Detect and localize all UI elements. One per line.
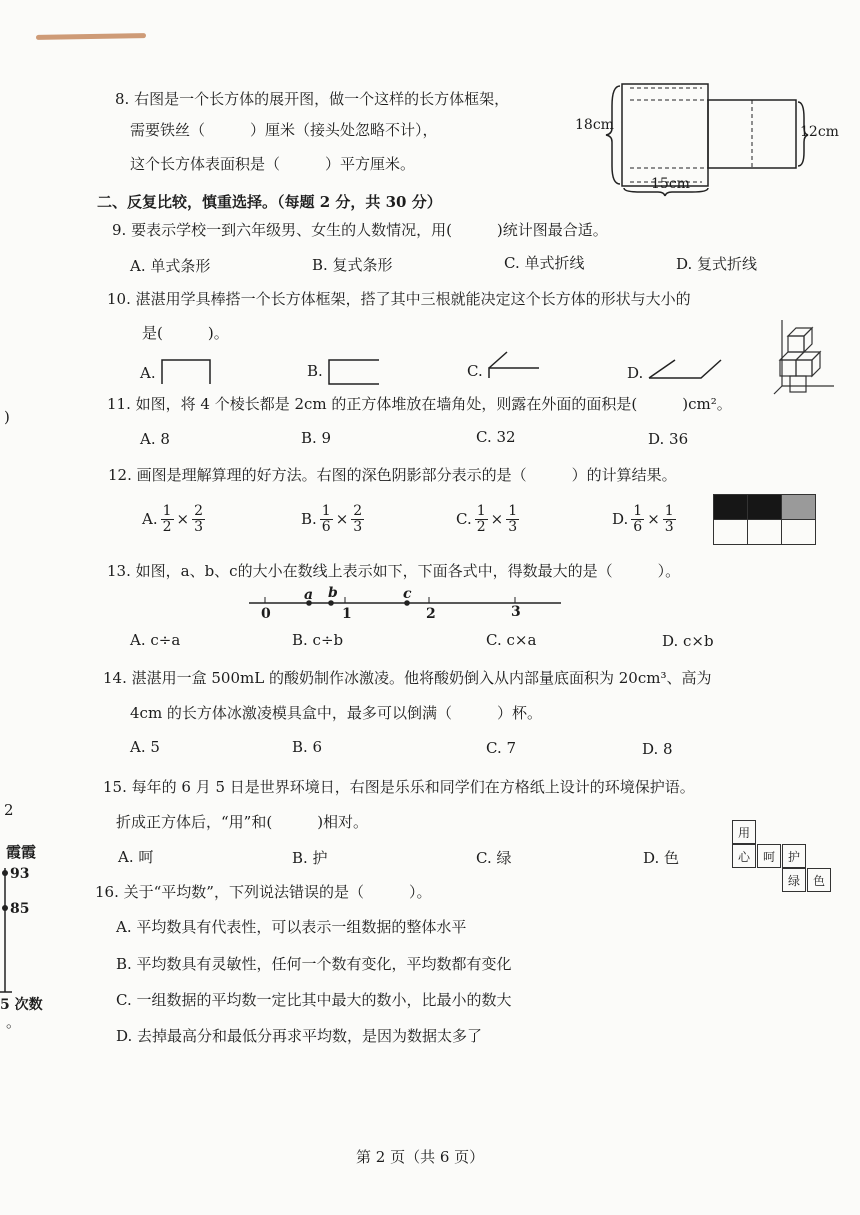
margin-value-93: 93 [10, 866, 30, 882]
q13-option-b[interactable]: B. c÷b [292, 631, 344, 649]
frac-den: 3 [664, 518, 674, 535]
q11-option-c[interactable]: C. 32 [476, 428, 516, 446]
q14-option-d[interactable]: D. 8 [642, 740, 673, 758]
q13-point-b: b [328, 585, 338, 601]
times-sign: × [176, 509, 190, 528]
frac-num: 1 [162, 503, 172, 519]
frac-den: 3 [508, 518, 518, 535]
frac-num: 2 [353, 503, 363, 519]
q16-option-c[interactable]: C. 一组数据的平均数一定比其中最大的数小，比最小的数大 [116, 991, 512, 1009]
q14-stem-line2: 4cm 的长方体冰激凌模具盒中，最多可以倒满（ ）杯。 [130, 704, 542, 722]
frac-num: 1 [508, 503, 518, 519]
q12-option-c-label: C. [456, 509, 472, 528]
times-sign: × [490, 509, 504, 528]
frac-num: 1 [664, 503, 674, 519]
q13-option-d[interactable]: D. c×b [662, 632, 714, 650]
margin-paren: ) [4, 408, 10, 426]
net-cell: 心 [732, 844, 756, 868]
q12-option-a-label: A. [142, 509, 158, 528]
q13-tick-0: 0 [261, 606, 271, 622]
frac-den: 2 [162, 518, 172, 535]
q9-option-c[interactable]: C. 单式折线 [504, 254, 585, 272]
q10-option-a-figure[interactable] [158, 356, 218, 390]
q10-label-c[interactable]: C. [467, 362, 483, 380]
q9-option-a[interactable]: A. 单式条形 [130, 257, 211, 275]
q13-stem: 13. 如图，a、b、c的大小在数线上表示如下，下面各式中，得数最大的是（ ）。 [107, 562, 681, 580]
q8-fig-label-left: 18cm [575, 117, 614, 133]
q8-line2: 需要铁丝（ ）厘米（接头处忽略不计）， [130, 121, 438, 139]
q16-option-a[interactable]: A. 平均数具有代表性，可以表示一组数据的整体水平 [116, 918, 467, 936]
q15-stem-line2: 折成正方体后，“用”和( )相对。 [116, 813, 369, 831]
q14-option-b[interactable]: B. 6 [292, 738, 323, 756]
margin-value-85: 85 [10, 901, 30, 917]
q10-option-d-figure[interactable] [645, 354, 725, 386]
q13-option-c[interactable]: C. c×a [486, 631, 537, 649]
q15-option-c[interactable]: C. 绿 [476, 849, 512, 867]
q9-option-d[interactable]: D. 复式折线 [676, 255, 758, 273]
q13-tick-1: 1 [342, 606, 352, 622]
q12-option-a[interactable] [142, 504, 206, 534]
net-cell: 护 [782, 844, 806, 868]
q12-option-d-label: D. [612, 509, 629, 528]
q12-stem: 12. 画图是理解算理的好方法。右图的深色阴影部分表示的是（ ）的计算结果。 [108, 466, 677, 484]
q14-stem-line1: 14. 湛湛用一盒 500mL 的酸奶制作冰激凌。他将酸奶倒入从内部量底面积为 20cm³、高为 [103, 669, 712, 687]
frac-den: 3 [194, 518, 204, 535]
q8-line1: 8. 右图是一个长方体的展开图，做一个这样的长方体框架， [115, 90, 510, 108]
q14-option-c[interactable]: C. 7 [486, 739, 517, 757]
q10-label-a[interactable]: A. [140, 364, 156, 382]
net-cell: 用 [732, 820, 756, 844]
q11-option-b[interactable]: B. 9 [301, 429, 332, 447]
frac-num: 1 [476, 503, 486, 519]
q10-stem-line2: 是( )。 [142, 324, 229, 342]
page-footer: 第 2 页（共 6 页） [356, 1148, 485, 1166]
q16-stem: 16. 关于“平均数”，下列说法错误的是（ ）。 [95, 883, 432, 901]
net-cell: 色 [807, 868, 831, 892]
q13-tick-3: 3 [511, 604, 521, 620]
q15-option-d[interactable]: D. 色 [643, 849, 680, 867]
q8-line3: 这个长方体表面积是（ ）平方厘米。 [130, 155, 416, 173]
q13-point-c: c [403, 586, 412, 602]
q12-option-d[interactable] [612, 504, 677, 534]
q10-stem-line1: 10. 湛湛用学具棒搭一个长方体框架，搭了其中三根就能决定这个长方体的形状与大小的 [107, 290, 691, 308]
q15-stem-line1: 15. 每年的 6 月 5 日是世界环境日，右图是乐乐和同学们在方格纸上设计的环境保护语。 [103, 778, 695, 796]
times-sign: × [335, 509, 349, 528]
q10-label-d[interactable]: D. [627, 364, 644, 382]
q13-option-a[interactable]: A. c÷a [130, 631, 181, 649]
frac-den: 6 [633, 518, 643, 535]
frac-den: 6 [321, 518, 331, 535]
q12-option-b-label: B. [301, 509, 317, 528]
section2-title: 二、反复比较，慎重选择。（每题 2 分，共 30 分） [97, 193, 442, 211]
q15-option-a[interactable]: A. 呵 [118, 848, 154, 866]
frac-num: 2 [194, 503, 204, 519]
frac-den: 3 [353, 518, 363, 535]
q16-option-b[interactable]: B. 平均数具有灵敏性，任何一个数有变化，平均数都有变化 [116, 955, 512, 973]
net-cell: 绿 [782, 868, 806, 892]
frac-den: 2 [476, 518, 486, 535]
margin-dot: 。 [6, 1013, 22, 1031]
q13-point-a: a [304, 587, 314, 603]
margin-xlabel: 5 次数 [0, 997, 43, 1013]
q10-option-c-figure[interactable] [485, 346, 545, 386]
q12-option-b[interactable] [301, 504, 365, 534]
q8-fig-label-bottom: 15cm [651, 176, 690, 192]
q16-option-d[interactable]: D. 去掉最高分和最低分再求平均数，是因为数据太多了 [116, 1027, 483, 1045]
q10-label-b[interactable]: B. [307, 362, 323, 380]
q11-option-a[interactable]: A. 8 [140, 430, 170, 448]
q11-cubes-figure [768, 316, 838, 400]
q9-stem: 9. 要表示学校一到六年级男、女生的人数情况，用( )统计图最合适。 [112, 221, 608, 239]
q14-option-a[interactable]: A. 5 [130, 738, 160, 756]
q15-option-b[interactable]: B. 护 [292, 849, 328, 867]
top-smear [36, 33, 146, 40]
margin-mark: 2 [4, 801, 14, 819]
q12-shaded-grid [713, 494, 816, 545]
times-sign: × [647, 509, 660, 528]
q11-option-d[interactable]: D. 36 [648, 430, 689, 448]
net-cell: 呵 [757, 844, 781, 868]
q10-option-b-figure[interactable] [325, 356, 385, 392]
q9-option-b[interactable]: B. 复式条形 [312, 256, 393, 274]
q11-stem: 11. 如图，将 4 个棱长都是 2cm 的正方体堆放在墙角处，则露在外面的面积是( )cm²。 [107, 395, 732, 413]
frac-num: 1 [321, 503, 331, 519]
q15-cube-net [732, 820, 832, 896]
frac-num: 1 [633, 503, 643, 519]
q13-tick-2: 2 [426, 606, 436, 622]
margin-name: 霞霞 [6, 843, 37, 861]
q8-fig-label-right: 12cm [800, 124, 839, 140]
q12-option-c[interactable] [456, 504, 520, 534]
